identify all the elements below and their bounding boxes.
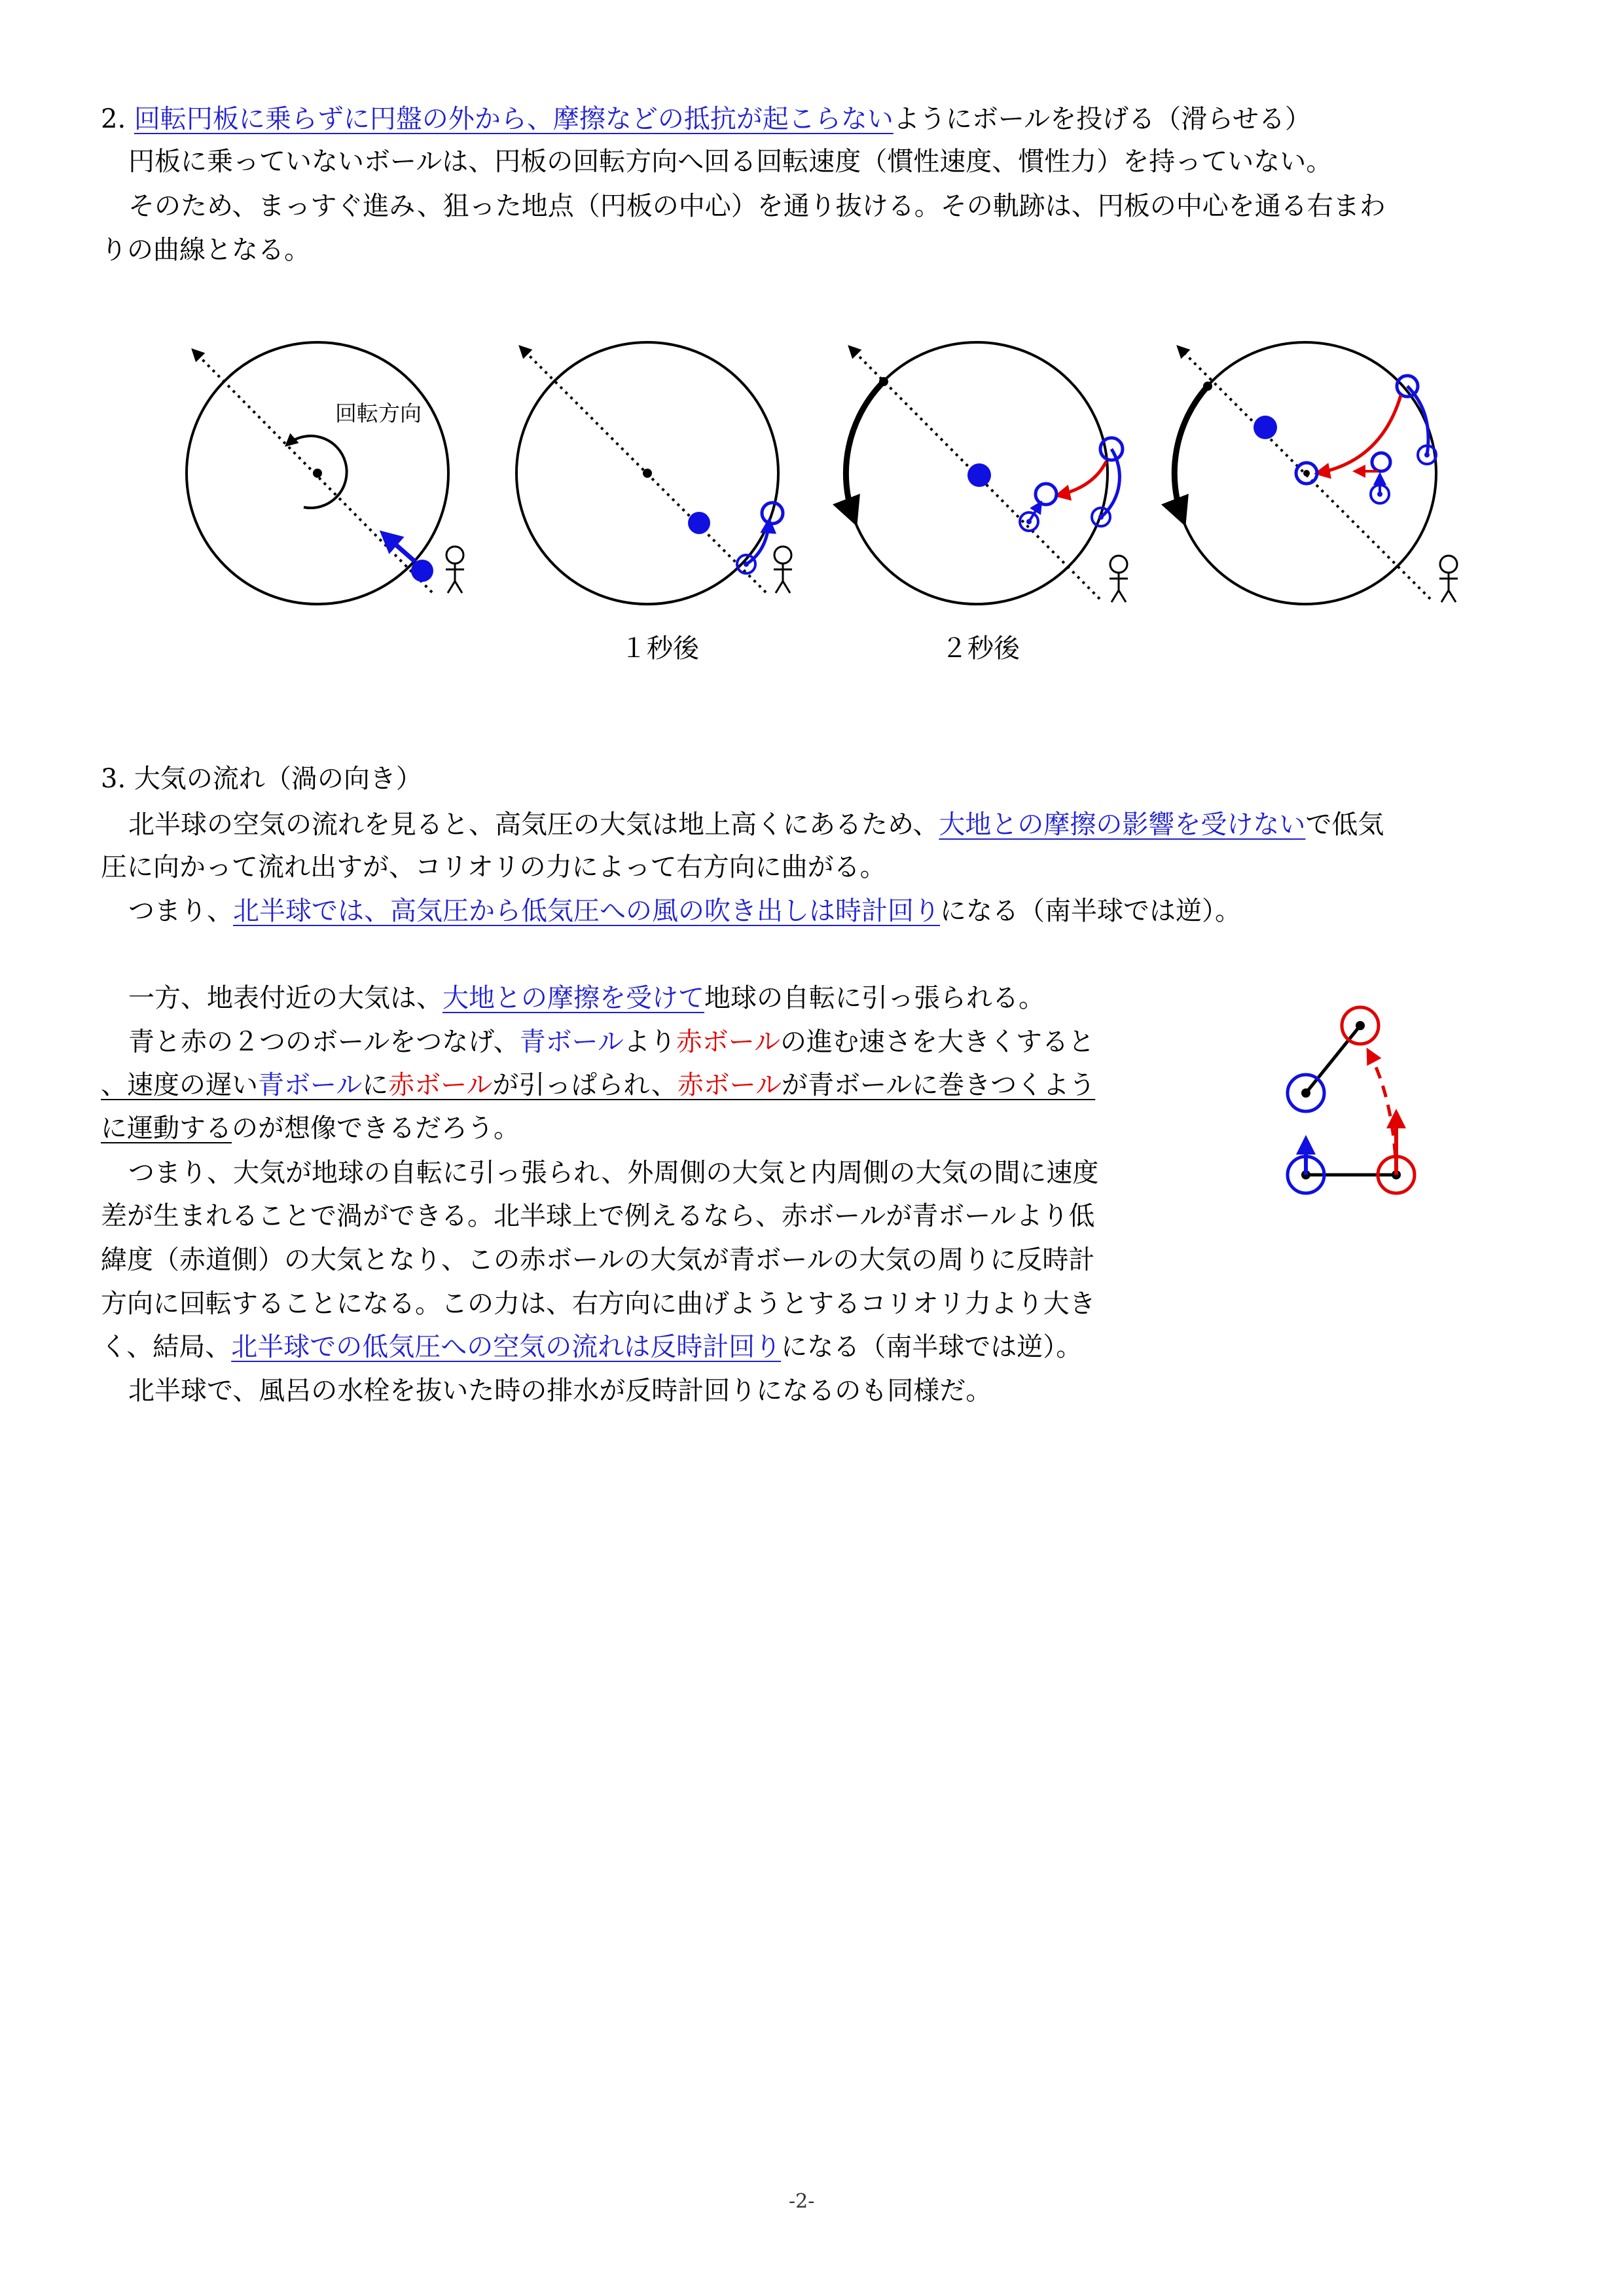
section2-line3: りの曲線となる。: [101, 235, 310, 265]
text-span: で低気: [1305, 810, 1384, 840]
text-span: が青ボールに巻きつくよう: [782, 1070, 1096, 1100]
section3-heading: 3. 大気の流れ（渦の向き）: [101, 764, 422, 794]
text-span: に: [362, 1070, 389, 1100]
section2-line1: 円板に乗っていないボールは、円板の回転方向へ回る回転速度（慣性速度、慣性力）を持っていない。: [128, 147, 1333, 177]
text-span: つまり、: [128, 896, 233, 926]
caption-2s: ２秒後: [941, 634, 1020, 664]
text-span: 、速度の遅い: [101, 1070, 258, 1100]
link-with-friction[interactable]: 大地との摩擦を受けて: [442, 983, 704, 1013]
rotation-direction-label: 回転方向: [335, 401, 422, 426]
text-span: 地球の自転に引っ張られる。: [704, 983, 1045, 1013]
section3-para12: 北半球で、風呂の水栓を抜いた時の排水が反時計回りになるのも同様だ。: [128, 1376, 992, 1406]
text-span: 北半球の空気の流れを見ると、高気圧の大気は地上高くにあるため、: [128, 810, 939, 840]
link-clockwise[interactable]: 北半球では、高気圧から低気圧への風の吹き出しは時計回り: [233, 896, 940, 926]
text-span: が引っぱられ、: [492, 1070, 677, 1100]
text-span: 赤ボール: [677, 1070, 782, 1100]
section2-heading-rest: ようにボールを投げる（滑らせる）: [893, 104, 1311, 134]
section3-para10: 方向に回転することになる。この力は、右方向に曲げようとするコリオリ力より大き: [101, 1289, 1096, 1319]
section2-heading-link[interactable]: 回転円板に乗らずに円盤の外から、摩擦などの抵抗が起こらない: [134, 104, 893, 134]
text-span: になる（南半球では逆）。: [940, 896, 1241, 926]
section3-para9: 緯度（赤道側）の大気となり、この赤ボールの大気が青ボールの大気の周りに反時計: [101, 1245, 1095, 1275]
text-span: く、結局、: [101, 1332, 232, 1362]
caption-1s: １秒後: [621, 634, 699, 664]
text-span: 青と赤の２つのボールをつなげ、: [128, 1027, 520, 1057]
text-span: 赤ボール: [388, 1070, 493, 1100]
text-span: 青ボール: [258, 1070, 363, 1100]
text-span: 赤ボール: [676, 1027, 781, 1057]
text-span: より: [623, 1027, 676, 1057]
section3-para11: [101, 1327, 1082, 1367]
text-span: 青ボール: [519, 1027, 624, 1057]
link-no-friction[interactable]: 大地との摩擦の影響を受けない: [939, 810, 1306, 840]
text-span: に運動する: [101, 1113, 232, 1143]
section2-line2: そのため、まっすぐ進み、狙った地点（円板の中心）を通り抜ける。その軌跡は、円板の中心を通る右まわ: [128, 191, 1386, 221]
section3-para8: 差が生まれることで渦ができる。北半球上で例えるなら、赤ボールが青ボールより低: [101, 1201, 1095, 1231]
section2-number: 2.: [101, 104, 134, 134]
text-span: の進む速さを大きくすると: [780, 1027, 1095, 1057]
text-span: のが想像できるだろう。: [232, 1113, 520, 1143]
page-number: -2-: [789, 2190, 815, 2213]
section3-para1-cont: 圧に向かって流れ出すが、コリオリの力によって右方向に曲がる。: [101, 852, 886, 882]
section3-para7: つまり、大気が地球の自転に引っ張られ、外周側の大気と内周側の大気の間に速度: [128, 1158, 1099, 1188]
text-span: になる（南半球では逆）。: [781, 1332, 1083, 1362]
text-span: 一方、地表付近の大気は、: [128, 983, 442, 1013]
link-counterclockwise[interactable]: 北半球での低気圧への空気の流れは反時計回り: [231, 1332, 782, 1362]
